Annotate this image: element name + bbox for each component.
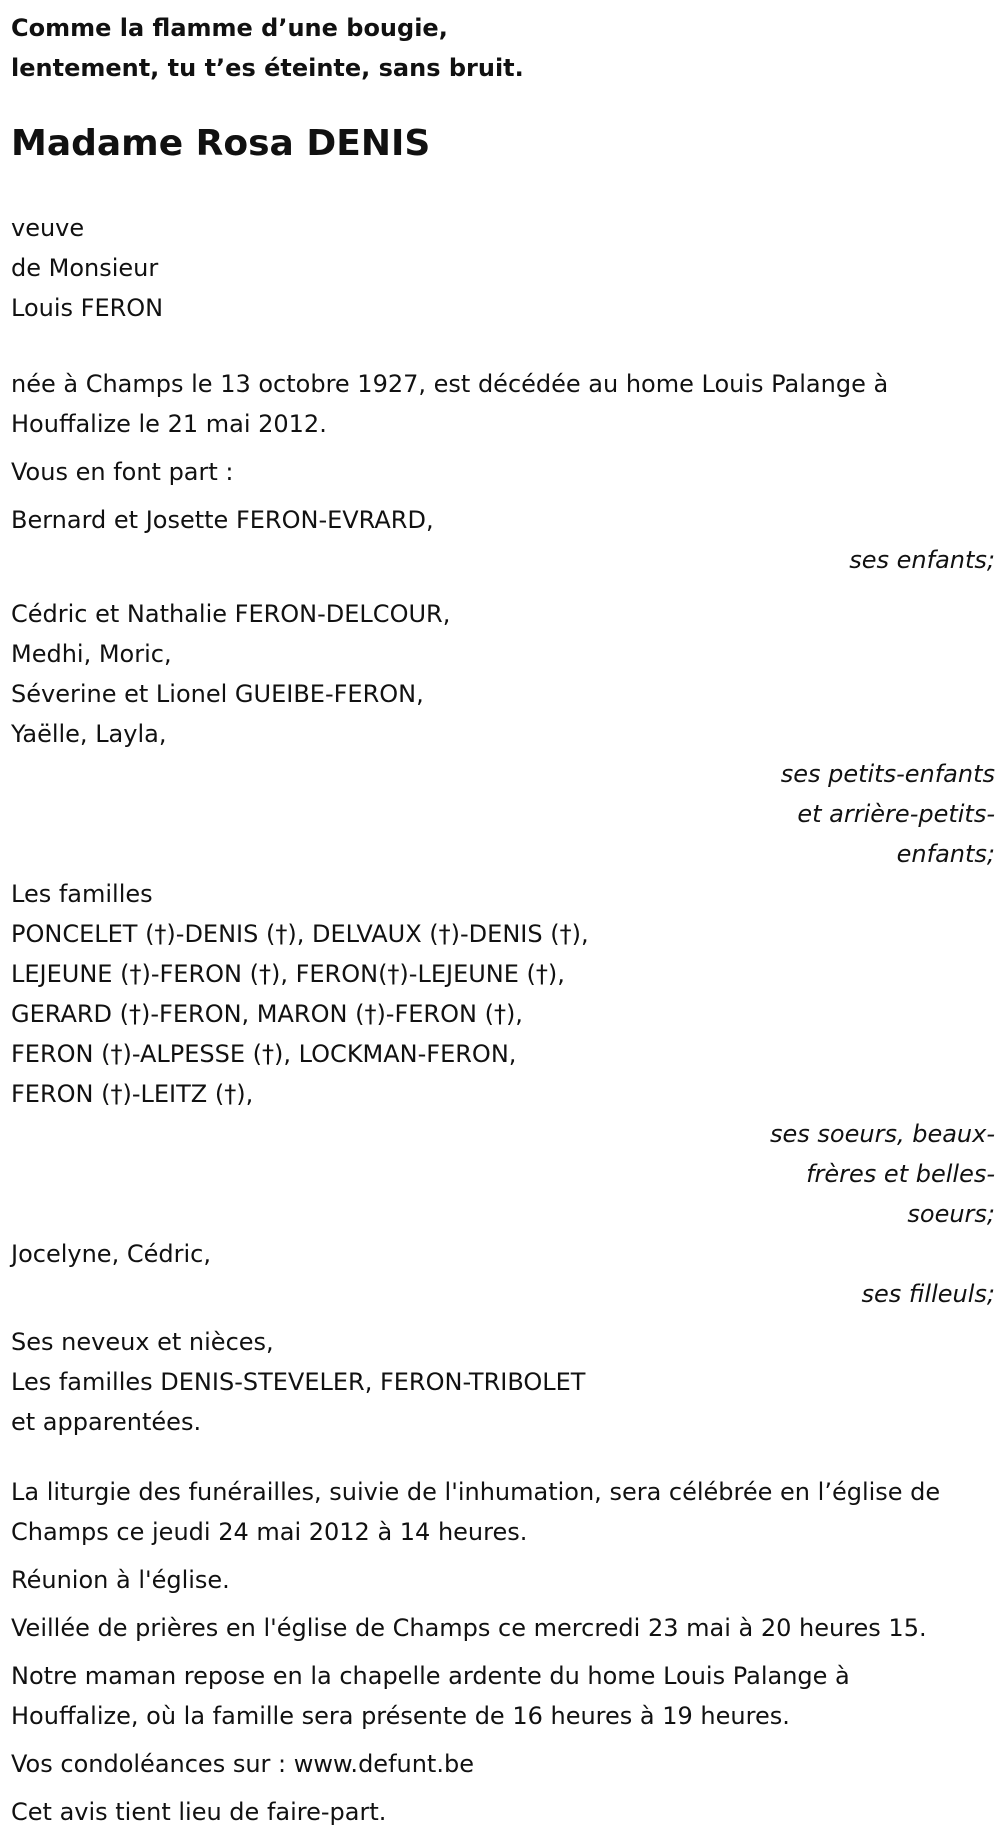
relation-label: ses soeurs, beaux- [770, 1120, 995, 1148]
family-line: Jocelyne, Cédric, [11, 1240, 211, 1268]
family-line: Les familles [11, 880, 153, 908]
family-line: Bernard et Josette FERON-EVRARD, [11, 506, 434, 534]
relation-label: ses enfants; [849, 546, 995, 574]
relation-label: soeurs; [907, 1200, 995, 1228]
epigraph [11, 8, 1000, 88]
birth-death-text: née à Champs le 13 octobre 1927, est décédée au home Louis Palange à Houffalize le 21 mai 2012. [11, 370, 889, 438]
relation-label: frères et belles- [806, 1160, 995, 1188]
family-line: Cédric et Nathalie FERON-DELCOUR, [11, 600, 451, 628]
relation-label: enfants; [896, 840, 995, 868]
spouse-line: Louis FERON [11, 294, 164, 322]
family-line: FERON (†)-ALPESSE (†), LOCKMAN-FERON, [11, 1040, 517, 1068]
family-line: et apparentées. [11, 1408, 202, 1436]
notice-text: Cet avis tient lieu de faire-part. [11, 1798, 387, 1826]
family-line: Séverine et Lionel GUEIBE-FERON, [11, 680, 424, 708]
family-line: Medhi, Moric, [11, 640, 172, 668]
grandchildren-block [11, 594, 1000, 874]
spouse-line: de Monsieur [11, 254, 159, 282]
meeting-text: Réunion à l'église. [11, 1566, 230, 1594]
condolences-text: Vos condoléances sur : www.defunt.be [11, 1750, 474, 1778]
vigil-text: Veillée de prières en l'église de Champs ce mercredi 23 mai à 20 heures 15. [11, 1614, 927, 1642]
others-block [11, 1322, 1000, 1442]
godchildren-block [11, 1234, 1000, 1314]
children-block [11, 500, 1000, 580]
family-line: LEJEUNE (†)-FERON (†), FERON(†)-LEJEUNE (†), [11, 960, 565, 988]
relation-label: et arrière-petits- [797, 800, 995, 828]
family-line: Ses neveux et nièces, [11, 1328, 274, 1356]
relation-label: ses filleuls; [861, 1280, 995, 1308]
family-line: PONCELET (†)-DENIS (†), DELVAUX (†)-DENIS (†), [11, 920, 589, 948]
siblings-block [11, 874, 1000, 1234]
spouse-line: veuve [11, 214, 85, 242]
spouse-block [11, 208, 1000, 328]
family-line: Les familles DENIS-STEVELER, FERON-TRIBOLET [11, 1368, 586, 1396]
family-line: GERARD (†)-FERON, MARON (†)-FERON (†), [11, 1000, 523, 1028]
epigraph-line: Comme la flamme d’une bougie, [11, 14, 448, 42]
announce-text: Vous en font part : [11, 458, 234, 486]
deceased-name: Madame Rosa DENIS [11, 123, 431, 164]
rest-text: Notre maman repose en la chapelle ardente du home Louis Palange à Houffalize, où la famille sera présente de 16 heures à 19 heures. [11, 1662, 850, 1730]
epigraph-line: lentement, tu t’es éteinte, sans bruit. [11, 54, 524, 82]
family-line: Yaëlle, Layla, [11, 720, 167, 748]
funeral-text: La liturgie des funérailles, suivie de l'inhumation, sera célébrée en l’église de Champs ce jeudi 24 mai 2012 à 14 heures. [11, 1478, 941, 1546]
family-line: FERON (†)-LEITZ (†), [11, 1080, 254, 1108]
relation-label: ses petits-enfants [780, 760, 995, 788]
